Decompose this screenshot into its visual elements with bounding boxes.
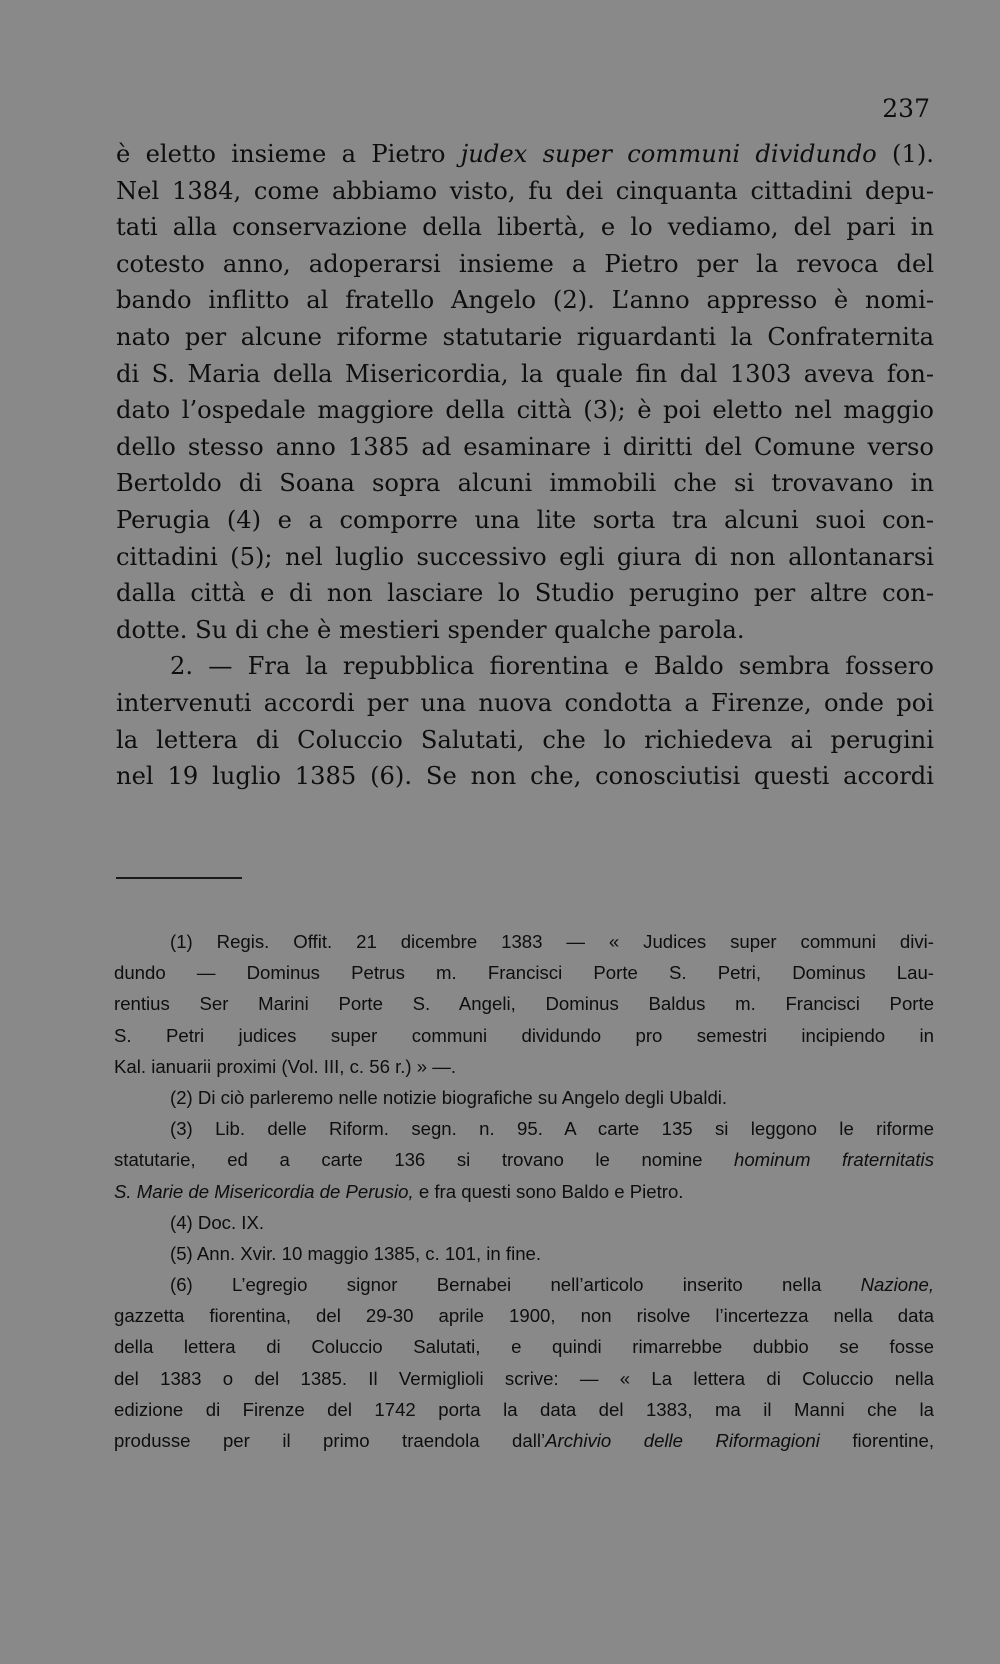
footnote-line: gazzetta fiorentina, del 29-30 aprile 1900, non risolve l’incertezza nella data — [114, 1305, 934, 1327]
italic-phrase: Archivio delle Riformagioni — [545, 1430, 820, 1451]
footnotes — [114, 926, 934, 1456]
text-line: dotte. Su di che è mestieri spender qualche parola. — [116, 615, 745, 644]
text-line: la lettera di Coluccio Salutati, che lo richiedeva ai perugini — [116, 725, 934, 754]
text-line: dello stesso anno 1385 ad esaminare i diritti del Comune verso — [116, 432, 934, 461]
footnote-line: produsse per il primo traendola dall’Archivio delle Riformagioni fiorentine, — [114, 1430, 935, 1451]
footnote-line: S. Marie de Misericordia de Perusio, e fra questi sono Baldo e Pietro. — [114, 1180, 684, 1202]
footnote-line: S. Petri judices super communi dividundo pro semestri incipiendo in — [114, 1024, 934, 1046]
text-line: Nel 1384, come abbiamo visto, fu dei cinquanta cittadini depu- — [116, 176, 934, 205]
section-start-line: 2. — Fra la repubblica fiorentina e Baldo sembra fossero — [170, 652, 934, 681]
text-line: cotesto anno, adoperarsi insieme a Pietro per la revoca del — [116, 249, 934, 278]
text-line: bando inflitto al fratello Angelo (2). L’anno appresso è nomi- — [116, 286, 934, 315]
text-line: intervenuti accordi per una nuova condotta a Firenze, onde poi — [116, 688, 934, 717]
footnote-line: (6) L’egregio signor Bernabei nell’articolo inserito nella Nazione, — [170, 1274, 934, 1296]
text-line: di S. Maria della Misericordia, la quale fin dal 1303 aveva fon- — [116, 359, 934, 388]
footnote-line: (1) Regis. Offit. 21 dicembre 1383 — « Judices super communi divi- — [170, 931, 934, 952]
footnote-line: del 1383 o del 1385. Il Vermiglioli scrive: — « La lettera di Coluccio nella — [114, 1367, 934, 1389]
italic-phrase: Nazione, — [860, 1274, 934, 1296]
text-line: dato l’ospedale maggiore della città (3); è poi eletto nel maggio — [116, 396, 934, 425]
footnote-line: (3) Lib. delle Riform. segn. n. 95. A carte 135 si leggono le riforme — [170, 1118, 934, 1140]
footnote-line: rentius Ser Marini Porte S. Angeli, Dominus Baldus m. Francisci Porte — [114, 993, 934, 1015]
footnote-line: Kal. ianuarii proximi (Vol. III, c. 56 r.) » —. — [114, 1055, 457, 1077]
footnote-line: edizione di Firenze del 1742 porta la data del 1383, ma il Manni che la — [114, 1398, 934, 1420]
footnote-line: (4) Doc. IX. — [170, 1211, 265, 1233]
footnote-line: della lettera di Coluccio Salutati, e quindi rimarrebbe dubbio se fosse — [114, 1336, 934, 1358]
text-line: cittadini (5); nel luglio successivo egli giura di non allontanarsi — [116, 542, 934, 571]
footnote-line: statutarie, ed a carte 136 si trovano le nomine hominum fraternitatis — [114, 1149, 934, 1171]
page-number: 237 — [882, 94, 930, 123]
text-line: dalla città e di non lasciare lo Studio perugino per altre con- — [116, 579, 934, 608]
italic-phrase: judex super communi dividundo — [460, 140, 877, 168]
main-text — [116, 136, 934, 795]
italic-phrase: S. Marie de Misericordia de Perusio, — [114, 1180, 414, 1202]
text-line: Bertoldo di Soana sopra alcuni immobili che si trovavano in — [116, 469, 934, 498]
text-line: nato per alcune riforme statutarie riguardanti la Confraternita — [116, 322, 934, 351]
text-line: Perugia (4) e a comporre una lite sorta tra alcuni suoi con- — [116, 505, 934, 534]
text-line: nel 19 luglio 1385 (6). Se non che, conosciutisi questi accordi — [116, 762, 934, 791]
text-line: è eletto insieme a Pietro judex super communi dividundo (1). — [116, 140, 934, 168]
footnote-separator — [116, 877, 242, 879]
footnote-line: (2) Di ciò parleremo nelle notizie biografiche su Angelo degli Ubaldi. — [170, 1086, 728, 1108]
text-line: tati alla conservazione della libertà, e lo vediamo, del pari in — [116, 213, 934, 242]
footnote-line: (5) Ann. Xvir. 10 maggio 1385, c. 101, in fine. — [170, 1242, 542, 1264]
footnote-line: dundo — Dominus Petrus m. Francisci Porte S. Petri, Dominus Lau- — [114, 962, 934, 984]
italic-phrase: hominum fraternitatis — [733, 1149, 934, 1171]
